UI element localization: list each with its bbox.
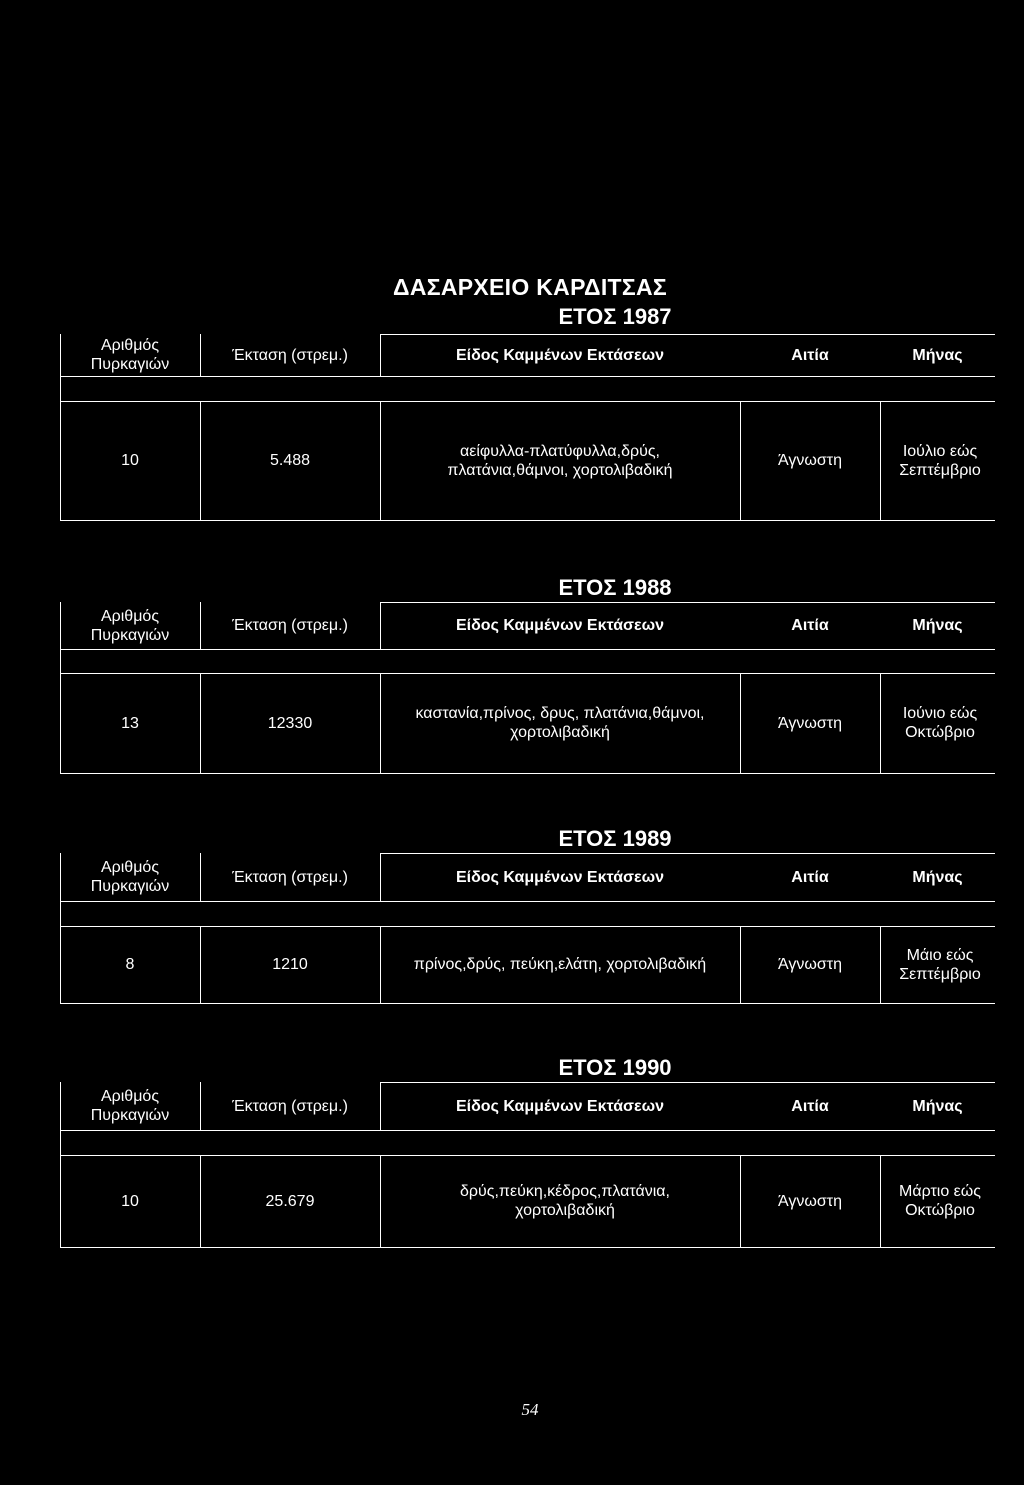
header-count: Αριθμός Πυρκαγιών (90, 337, 170, 373)
header-count: Αριθμός Πυρκαγιών (90, 1088, 170, 1124)
header-cause: Αιτία (791, 1097, 829, 1115)
month-range: Μάρτιο εώς Οκτώβριο (898, 1183, 981, 1219)
header-cause: Αιτία (791, 617, 829, 634)
header-cause: Αιτία (791, 346, 829, 364)
month-range: Ιούνιο εώς Οκτώβριο (902, 705, 978, 741)
year-title: ΕΤΟΣ 1987 (558, 304, 672, 329)
header-count: Αριθμός Πυρκαγιών (90, 607, 170, 644)
cause: Άγνωστη (778, 452, 842, 469)
header-count: Αριθμός Πυρκαγιών (90, 859, 170, 895)
header-type: Είδος Καμμένων Εκτάσεων (455, 868, 664, 886)
fire-count: 10 (121, 1192, 139, 1210)
vegetation-type: πρίνος,δρύς, πεύκη,ελάτη, χορτολιβαδική (413, 956, 707, 973)
header-month: Μήνας (912, 868, 963, 886)
cause: Άγνωστη (778, 956, 842, 973)
header-type: Είδος Καμμένων Εκτάσεων (455, 617, 664, 634)
header-type: Είδος Καμμένων Εκτάσεων (455, 1097, 664, 1115)
header-area: Έκταση (στρεμ.) (232, 617, 348, 634)
header-cause: Αιτία (791, 868, 829, 886)
year-title: ΕΤΟΣ 1988 (558, 575, 672, 600)
header-area: Έκταση (στρεμ.) (232, 346, 348, 364)
page-number: 54 (521, 1400, 539, 1419)
fire-count: 13 (121, 714, 139, 732)
cause: Άγνωστη (778, 1192, 842, 1210)
header-area: Έκταση (στρεμ.) (232, 1097, 348, 1115)
fire-count: 8 (125, 956, 135, 973)
year-block-1990 (60, 1055, 995, 1241)
cause: Άγνωστη (778, 714, 842, 732)
fire-count: 10 (121, 452, 139, 469)
month-range: Ιούλιο εώς Σεπτέμβριο (899, 442, 981, 479)
burned-area: 5.488 (269, 452, 311, 469)
header-month: Μήνας (912, 617, 963, 634)
year-block-1987 (60, 304, 995, 490)
month-range: Μάιο εώς Σεπτέμβριο (899, 946, 981, 983)
page-title: ΔΑΣΑΡΧΕΙΟ ΚΑΡΔΙΤΣΑΣ (393, 274, 667, 300)
year-block-1988 (60, 575, 995, 761)
vegetation-type: καστανία,πρίνος, δρυς, πλατάνια,θάμνοι, χορτολιβαδική (415, 705, 705, 741)
vegetation-type: αείφυλλα-πλατύφυλλα,δρύς, πλατάνια,θάμνοι, χορτολιβαδική (447, 442, 673, 479)
burned-area: 1210 (272, 956, 308, 973)
header-type: Είδος Καμμένων Εκτάσεων (455, 346, 664, 364)
header-month: Μήνας (912, 346, 963, 364)
header-area: Έκταση (στρεμ.) (232, 868, 348, 886)
year-title: ΕΤΟΣ 1990 (558, 1055, 672, 1080)
year-title: ΕΤΟΣ 1989 (558, 826, 672, 851)
burned-area: 25.679 (265, 1192, 315, 1210)
header-month: Μήνας (912, 1097, 963, 1115)
burned-area: 12330 (267, 714, 313, 732)
year-block-1989 (60, 826, 995, 1012)
vegetation-type: δρύς,πεύκη,κέδρος,πλατάνια, χορτολιβαδική (459, 1183, 670, 1219)
